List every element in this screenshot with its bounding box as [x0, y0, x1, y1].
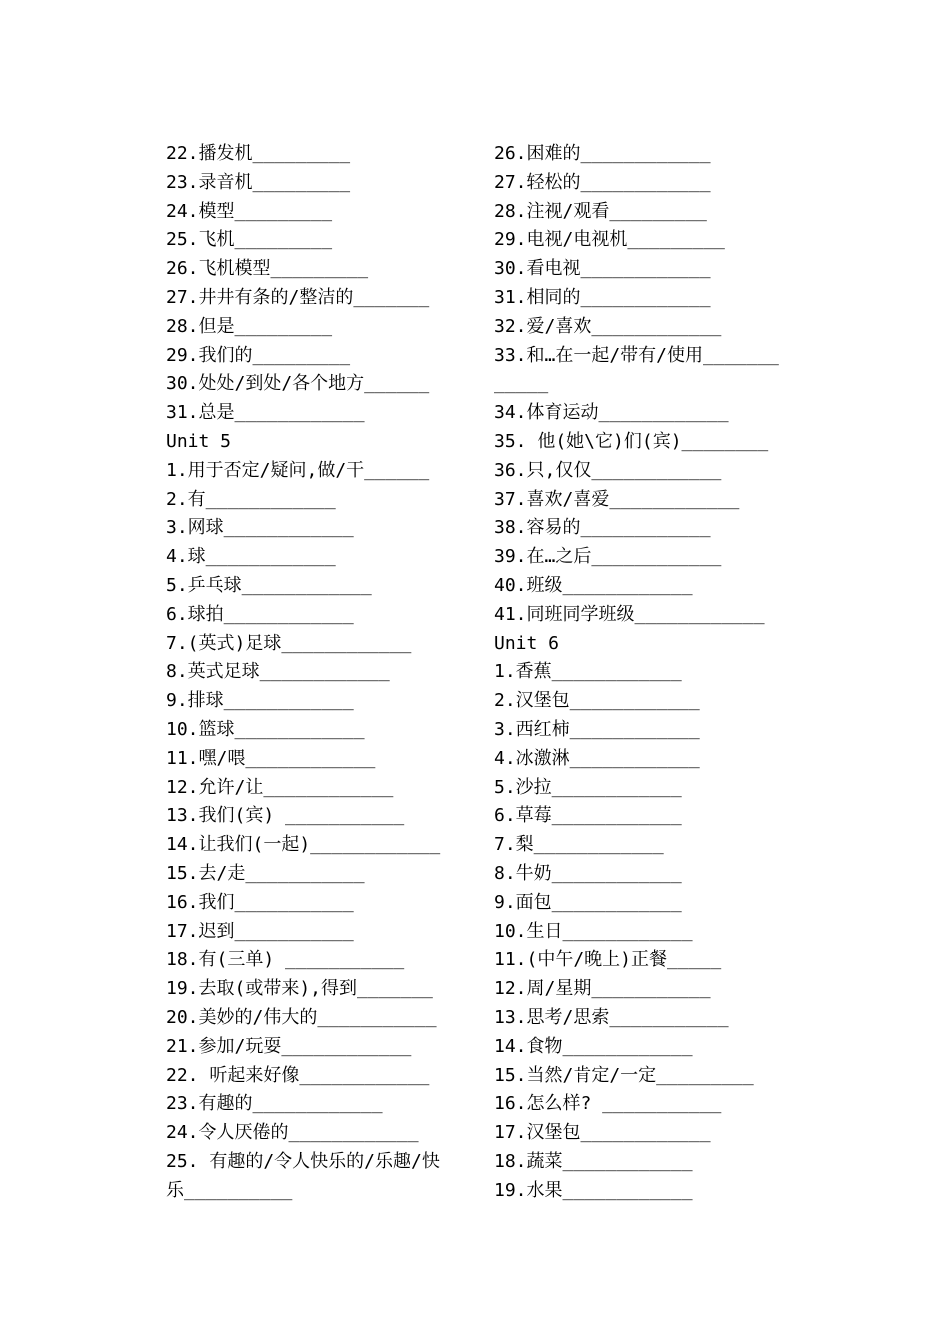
vocab-item-left: 16.我们___________: [166, 891, 354, 913]
vocab-item-left: 6.球拍____________: [166, 603, 354, 625]
vocab-item-right: 6.草莓____________: [494, 805, 682, 827]
vocab-item-left: 26.飞机模型_________: [166, 258, 369, 280]
vocab-item-right: 12.周/星期___________: [494, 978, 711, 1000]
vocab-item-left: 31.总是____________: [166, 402, 365, 424]
vocab-item-left: 27.井井有条的/整洁的_______: [166, 286, 430, 308]
vocab-item-left: 2.有____________: [166, 488, 336, 510]
vocab-item-right: 31.相同的____________: [494, 286, 711, 308]
vocab-item-left: 22. 听起来好像____________: [166, 1064, 430, 1086]
right-column: [494, 140, 794, 1205]
vocab-item-left: 29.我们的_________: [166, 344, 351, 366]
vocab-item-right: 30.看电视____________: [494, 258, 711, 280]
vocab-item-right: 15.当然/肯定/一定_________: [494, 1064, 754, 1086]
vocab-item-right: 10.生日____________: [494, 920, 693, 942]
vocab-item-right: 29.电视/电视机_________: [494, 229, 725, 251]
vocab-item-left: 23.录音机_________: [166, 171, 351, 193]
vocab-item-left: 3.网球____________: [166, 517, 354, 539]
vocab-item-right: 17.汉堡包____________: [494, 1122, 711, 1144]
vocab-item-right: 7.梨____________: [494, 834, 664, 856]
vocab-item-right: 27.轻松的____________: [494, 171, 711, 193]
vocab-item-right: 16.怎么样? ___________: [494, 1093, 722, 1115]
vocab-item-right: 3.西红柿____________: [494, 718, 700, 740]
vocab-item-right: 2.汉堡包____________: [494, 690, 700, 712]
vocab-item-right: 4.冰激淋____________: [494, 747, 700, 769]
vocab-item-right: 14.食物____________: [494, 1035, 693, 1057]
vocab-item-left: 10.篮球____________: [166, 718, 365, 740]
vocab-item-left: 21.参加/玩耍____________: [166, 1035, 412, 1057]
vocab-item-left: 17.迟到___________: [166, 920, 354, 942]
vocab-item-left: 1.用于否定/疑问,做/干______: [166, 459, 430, 481]
vocab-item-right: 40.班级____________: [494, 574, 693, 596]
vocab-item-right: 13.思考/思索___________: [494, 1006, 729, 1028]
vocab-item-left: 25. 有趣的/令人快乐的/乐趣/快: [166, 1150, 440, 1172]
vocab-item-left: 11.嘿/喂____________: [166, 747, 376, 769]
vocab-item-left: 乐__________: [166, 1179, 293, 1201]
vocab-item-right: _____: [494, 373, 549, 395]
vocab-item-right: 39.在…之后____________: [494, 546, 722, 568]
vocab-item-left: 18.有(三单) ___________: [166, 949, 405, 971]
vocab-item-right: 8.牛奶____________: [494, 862, 682, 884]
vocab-item-right: 35. 他(她\它)们(宾)________: [494, 430, 769, 452]
vocab-item-left: 24.令人厌倦的____________: [166, 1122, 419, 1144]
vocab-item-right: 26.困难的____________: [494, 143, 711, 164]
vocab-item-right: 19.水果____________: [494, 1179, 693, 1201]
vocab-item-left: 4.球____________: [166, 546, 336, 568]
vocab-item-left: 24.模型_________: [166, 200, 333, 222]
vocab-item-left: 12.允许/让____________: [166, 776, 394, 798]
vocab-item-left: 8.英式足球____________: [166, 661, 390, 683]
vocab-item-left: 9.排球____________: [166, 690, 354, 712]
vocab-item-left: 22.播发机_________: [166, 143, 351, 164]
unit-heading-left: Unit 5: [166, 430, 232, 452]
vocab-item-left: 19.去取(或带来),得到_______: [166, 978, 433, 1000]
vocab-item-left: 30.处处/到处/各个地方______: [166, 373, 430, 395]
vocab-item-left: 20.美妙的/伟大的___________: [166, 1006, 437, 1028]
vocab-item-right: 11.(中午/晚上)正餐_____: [494, 949, 722, 971]
vocab-item-left: 28.但是_________: [166, 315, 333, 337]
vocab-item-right: 33.和…在一起/带有/使用_______: [494, 344, 779, 366]
vocab-item-left: 14.让我们(一起)____________: [166, 834, 441, 856]
vocab-item-right: 34.体育运动____________: [494, 402, 729, 424]
vocab-item-right: 5.沙拉____________: [494, 776, 682, 798]
vocab-item-right: 9.面包____________: [494, 891, 682, 913]
vocab-item-right: 37.喜欢/喜爱____________: [494, 488, 740, 510]
left-column: [166, 140, 466, 1205]
vocab-item-right: 41.同班同学班级____________: [494, 603, 765, 625]
vocab-item-right: 18.蔬菜____________: [494, 1150, 693, 1172]
vocab-item-right: 32.爱/喜欢____________: [494, 315, 722, 337]
unit-heading-right: Unit 6: [494, 632, 560, 654]
vocab-item-left: 13.我们(宾) ___________: [166, 805, 405, 827]
vocab-item-right: 38.容易的____________: [494, 517, 711, 539]
vocab-item-left: 15.去/走___________: [166, 862, 365, 884]
vocab-item-left: 25.飞机_________: [166, 229, 333, 251]
vocab-item-left: 7.(英式)足球____________: [166, 632, 412, 654]
vocab-item-right: 36.只,仅仅____________: [494, 459, 722, 481]
vocab-item-right: 1.香蕉____________: [494, 661, 682, 683]
vocab-item-left: 23.有趣的____________: [166, 1093, 383, 1115]
vocab-item-right: 28.注视/观看_________: [494, 200, 707, 222]
vocab-item-left: 5.乒乓球____________: [166, 574, 372, 596]
